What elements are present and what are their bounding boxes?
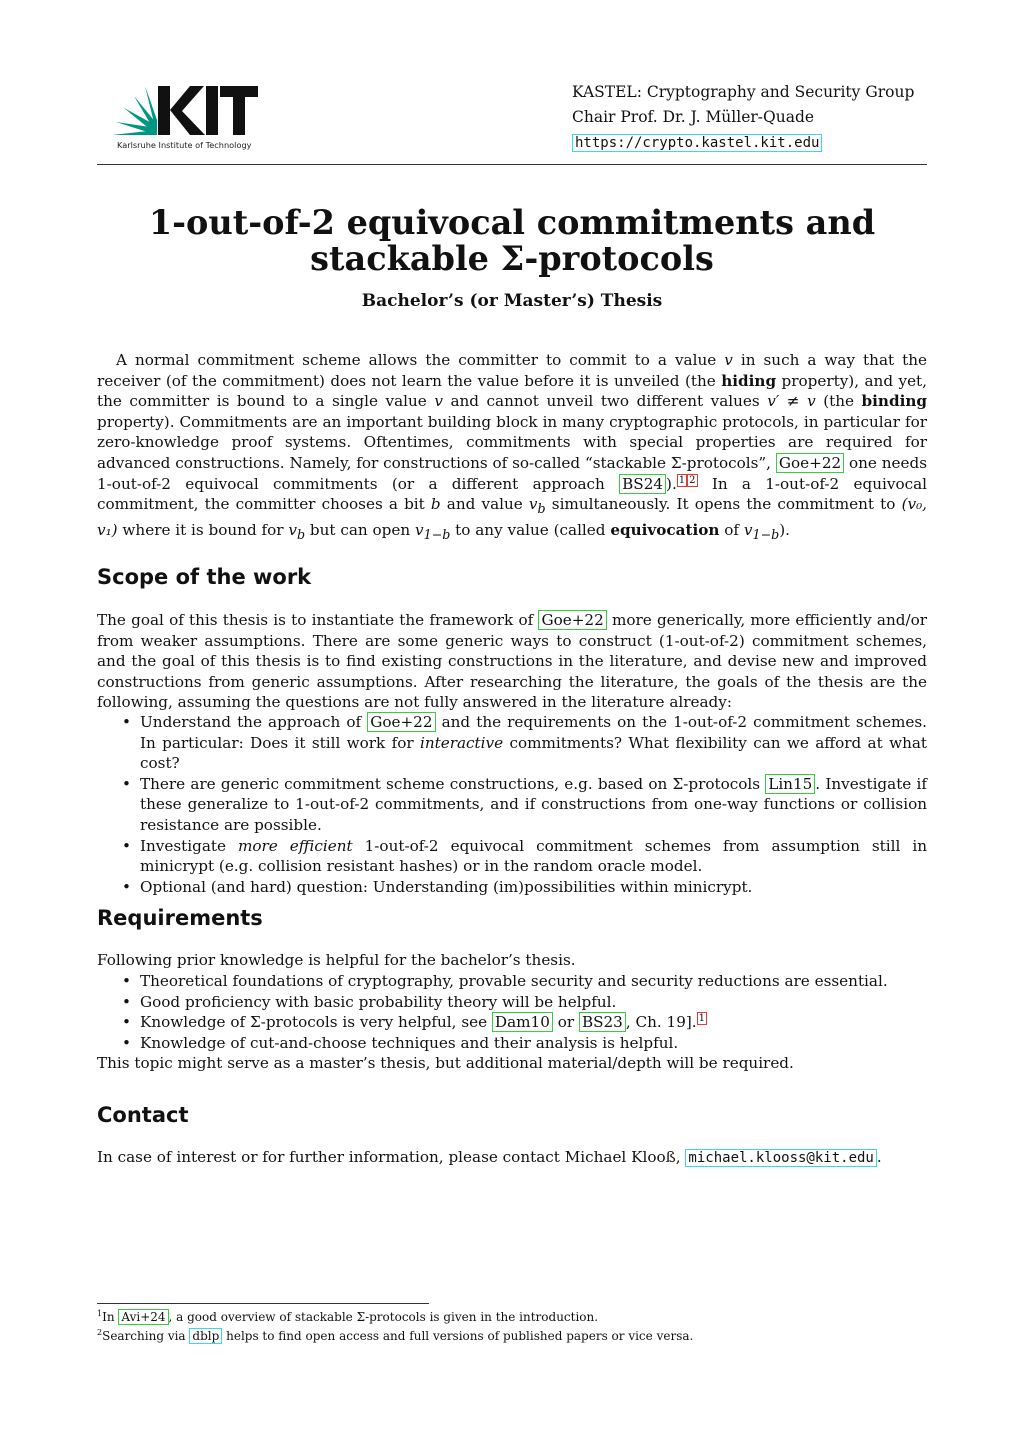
requirements-heading: Requirements — [97, 906, 263, 930]
group-name: KASTEL: Cryptography and Security Group — [572, 83, 915, 101]
scope-heading: Scope of the work — [97, 565, 312, 589]
footnote-ref-1[interactable]: 1 — [698, 1013, 706, 1025]
footnote-divider — [97, 1303, 429, 1304]
citation-goe22[interactable]: Goe+22 — [776, 453, 844, 473]
citation-goe22[interactable]: Goe+22 — [538, 610, 606, 630]
title-line-2: stackable Σ-protocols — [310, 239, 714, 278]
footnote-1: $^1$In Avi+24 , a good overview of stackable Σ-protocols is given in the introduction. — [97, 1309, 599, 1324]
contact-paragraph: In case of interest or for further information, please contact Michael Klooß, michael.klooss@kit.edu . — [97, 1148, 882, 1166]
dblp-link[interactable]: dblp — [189, 1328, 222, 1344]
email-link[interactable]: michael.klooss@kit.edu — [685, 1149, 876, 1167]
contact-heading: Contact — [97, 1103, 189, 1127]
title-line-1: 1-out-of-2 equivocal commitments and — [148, 203, 876, 242]
citation-bs24[interactable]: BS24 — [619, 474, 666, 494]
requirements-list — [118, 971, 927, 1053]
intro-paragraph: A normal commitment scheme allows the committer to commit to a value v in such a way that the receiver (of the commitment) does not learn the value before it is unveiled (the hiding property), and yet, the committer is bound to a single value v and cannot unveil two different values v′ ≠ v (the binding property). Commitments are an important building block in many cryptographic protocols, in particular for zero-knowledge proof systems. Oftentimes, commitments with special properties are required for advanced constructions. Namely, for constructions of so-called “stackable Σ-protocols”, Goe+22 one needs 1-out-of-2 equivocal commitments (or a different approach BS24 ). $^1$ $^2$ In a 1-out-of-2 equivocal commitment, the committer chooses a bit b and value $v_b$ simultaneously. It opens the commitment to (v₀, v₁) where it is bound for $v_b$ but can open $v_{1-b}$ to any value (called equivocation of $v_{1-b}$). — [97, 351, 928, 542]
requirements-outro: This topic might serve as a master’s thesis, but additional material/depth will be required. — [97, 1054, 794, 1072]
list-item: • Optional (and hard) question: Understanding (im)possibilities within minicrypt. — [118, 877, 927, 898]
kit-logo — [112, 80, 262, 156]
list-item: • Knowledge of cut-and-choose techniques and their analysis is helpful. — [118, 1033, 927, 1054]
logo-caption: Karlsruhe Institute of Technology — [117, 140, 252, 150]
kit-logo-icon — [112, 80, 262, 140]
list-item: • Investigate more efficient 1-out-of-2 equivocal commitment schemes from assumption still in minicrypt (e.g. collision resistant hashes) or in the random oracle model. — [118, 836, 927, 877]
website-link[interactable]: https://crypto.kastel.kit.edu — [572, 134, 822, 152]
list-item: • Knowledge of Σ-protocols is very helpful, see Dam10 or BS23 , Ch. 19]. $^1$ — [118, 1012, 927, 1033]
footnote-ref-2[interactable]: 2 — [689, 474, 696, 486]
citation-goe22[interactable]: Goe+22 — [367, 712, 435, 732]
chair-name: Chair Prof. Dr. J. Müller-Quade — [572, 108, 815, 126]
list-item: • There are generic commitment scheme constructions, e.g. based on Σ-protocols Lin15 . Investigate if these generalize to 1-out-of-2 commitments, and if constructions from one-way functions or collision resistance are possible. — [118, 774, 927, 836]
footnote-ref-1[interactable]: 1 — [678, 474, 686, 486]
page-title — [97, 205, 927, 277]
citation-lin15[interactable]: Lin15 — [765, 774, 815, 794]
scope-paragraph: The goal of this thesis is to instantiate the framework of Goe+22 more generically, more efficiently and/or from weaker assumptions. There are some generic ways to construct (1-out-of-2) commitment schemes, and the goal of this thesis is to find existing constructions in the literature, and devise new and improved constructions from generic assumptions. After researching the literature, the goals of the thesis are the following, assuming the questions are not fully answered in the literature already: — [97, 611, 927, 712]
list-item: • Theoretical foundations of cryptography, provable security and security reductions are essential. — [118, 971, 927, 992]
list-item: • Good proficiency with basic probability theory will be helpful. — [118, 992, 927, 1013]
list-item: • Understand the approach of Goe+22 and the requirements on the 1-out-of-2 commitment schemes. In particular: Does it still work for interactive commitments? What flexibility can we afford at what cost? — [118, 712, 927, 774]
institution-block — [572, 80, 914, 156]
header-divider — [97, 164, 927, 165]
citation-avi24[interactable]: Avi+24 — [118, 1309, 168, 1325]
citation-bs23[interactable]: BS23 — [579, 1012, 626, 1032]
page-subtitle: Bachelor’s (or Master’s) Thesis — [361, 291, 663, 311]
citation-dam10[interactable]: Dam10 — [492, 1012, 553, 1032]
scope-list — [118, 712, 927, 897]
footnote-2: $^2$Searching via dblp helps to find open access and full versions of published papers or vice versa. — [97, 1328, 694, 1343]
requirements-intro: Following prior knowledge is helpful for the bachelor’s thesis. — [97, 951, 576, 969]
footnotes — [97, 1306, 927, 1344]
